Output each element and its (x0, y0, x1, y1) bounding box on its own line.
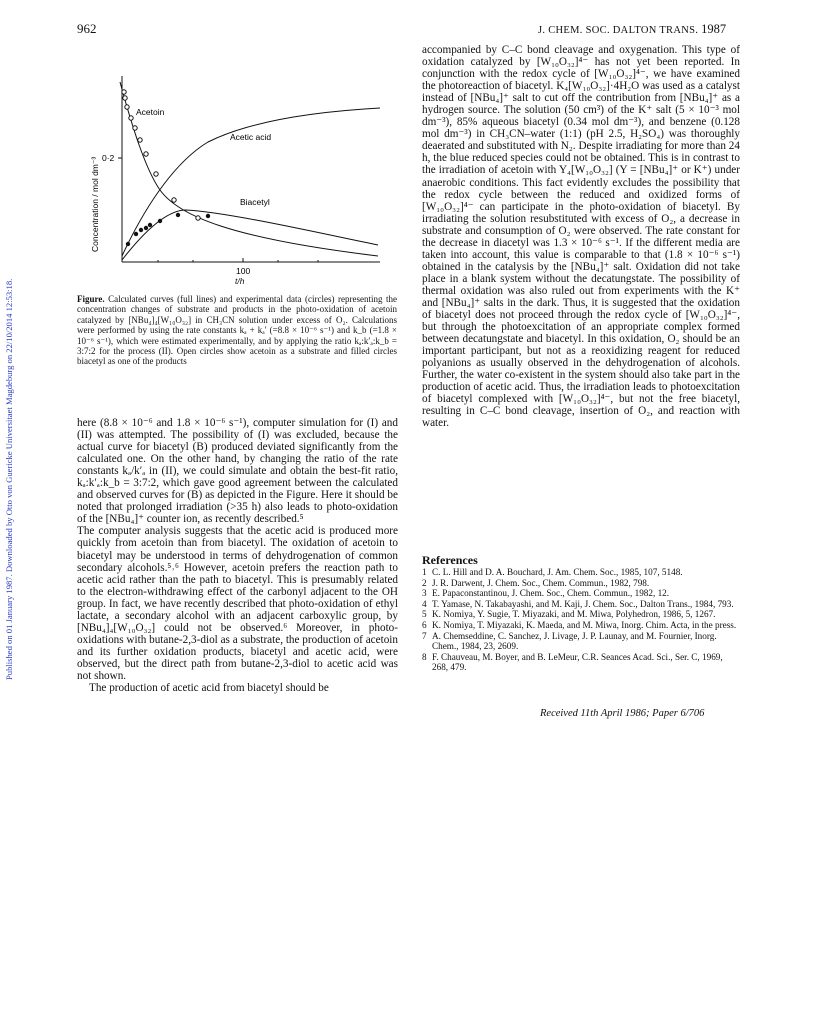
journal-name: J. CHEM. SOC. DALTON TRANS. (538, 25, 699, 36)
right-paragraph-1: accompanied by C–C bond cleavage and oxygenation. This type of oxidation catalyzed by [W₁₀O₃₂]⁴⁻ has not yet been reported. In conjunction with the redox cycle of [W₁₀O₃₂]⁴⁻, we have examined the photoreaction of biacetyl. K₄[W₁₀O₃₂]·4H₂O was used as a catalyst instead of [NBu₄]⁺ salt to cut off the contribution from [NBu₄]⁺ as a hydrogen source. The solution (50 cm³) of the K⁺ salt (5 × 10⁻³ mol dm⁻³), 85% aqueous biacetyl (0.34 mol dm⁻³), and benzene (0.128 mol dm⁻³) in CH₃CN–water (1:1) (pH 2.5, H₂SO₄) was thoroughly deaerated and substituted with N₂. Despite irradiating for more than 24 h, the blue reduced species could not be obtained. This is in contrast to the irradiation of acetoin with Y₄[W₁₀O₃₂] (Y = [NBu₄]⁺ or K⁺) under anaerobic conditions. This fact evidently excludes the possibility that the redox cycle between the reduced and oxidized forms of [W₁₀O₃₂]⁴⁻ can participate in the photo-oxidation of biacetyl. By irradiating the solution resubstituted with excess of O₂, a decrease in substrate and consumption of O₂ were observed. The rate constant for the decrease in diacetyl was 1.3 × 10⁻⁶ s⁻¹. If the different media are taken into account, this value is comparable to that (1.8 × 10⁻⁶ s⁻¹) obtained in the catalysis by the [NBu₄]⁺ salt. Oxidation did not take place in a blank system without the decatungstate. The possibility of thermal oxidation was also ruled out from experiments with the K⁺ and [NBu₄]⁺ salts in the dark. Thus, it is suggested that the oxidation of biacetyl does not proceed through the redox cycle of [W₁₀O₃₂]⁴⁻, but through the photoexcitation of an appropriate complex formed between decatungstate and biacetyl. In this oxidation, O₂ should be an important participant, but not as a reoxidizing reagent for reduced polyanions as usually observed in the dehydrogenation of alcohols. Further, the water co-existent in the system should also take part in the production of acetic acid. Thus, the irradiation leads to photoexcitation of biacetyl complexed with [W₁₀O₃₂]⁴⁻, but not the free biacetyl, resulting in C–C bond cleavage, insertion of O₂, and reaction with water. (422, 44, 740, 430)
biacetyl-curve (122, 210, 378, 260)
references-heading: References (422, 553, 478, 567)
reference-item: 4 T. Yamase, N. Takabayashi, and M. Kaji, J. Chem. Soc., Dalton Trans., 1984, 793. (422, 598, 734, 609)
y-axis-label: Concentration / mol dm⁻³ (90, 156, 100, 252)
left-paragraph-3: The production of acetic acid from biacetyl should be (89, 682, 329, 695)
x-axis-label: t/h (235, 276, 245, 286)
references-list (422, 567, 740, 673)
acetoin-label: Acetoin (136, 107, 165, 117)
journal-header (538, 22, 726, 37)
caption-label: Figure. (77, 294, 105, 304)
y-tick-label: 0·2 (102, 153, 115, 163)
acetic-acid-curve (122, 108, 380, 256)
reference-item: 2 J. R. Darwent, J. Chem. Soc., Chem. Commun., 1982, 798. (422, 577, 650, 588)
reference-item: 5 K. Nomiya, Y. Sugie, T. Miyazaki, and M. Miwa, Polyhedron, 1986, 5, 1267. (422, 609, 716, 620)
reference-item: 7 A. Chemseddine, C. Sanchez, J. Livage, J. P. Launay, and M. Fournier, Inorg. Chem., 1984, 23, 2609. (422, 630, 717, 652)
acetic-acid-label: Acetic acid (230, 132, 272, 142)
left-paragraph-1: here (8.8 × 10⁻⁶ and 1.8 × 10⁻⁶ s⁻¹), computer simulation for (I) and (II) was attempted. The possibility of (I) was excluded, because the actual curve for biacetyl (B) produced deviated significantly from the calculated one. On the other hand, by changing the ratio of the rate constants kₐ/k′ₐ in (II), we could simulate and obtain the best-fit ratio, kₐ:k′ₐ:k_b = 3:7:2, which gave good agreement between the calculated and observed curves for (B) as depicted in the Figure. Here it should be noted that prolonged irradiation (>35 h) also leads to photo-oxidation of the [NBu₄]⁺ counter ion, as recently described.⁵ (77, 417, 398, 526)
reference-item: 1 C. L. Hill and D. A. Bouchard, J. Am. Chem. Soc., 1985, 107, 5148. (422, 567, 683, 577)
x-tick-label: 100 (236, 266, 251, 276)
left-paragraph-2: The computer analysis suggests that the acetic acid is produced more quickly from acetoin than from biacetyl. The oxidation of acetoin to biacetyl may be understood in terms of dehydrogenation of common secondary alcohols.⁵˒⁶ However, acetoin prefers the reaction path to acetic acid rather than the path to biacetyl. This is presumably related to the electron-withdrawing effect of the carbonyl adjacent to the OH group. In fact, we have recently described that photo-oxidation of ethyl lactate, a secondary alcohol with an adjacent carboxylic group, by [NBu₄]₄[W₁₀O₃₂] could not be observed.⁶ Moreover, in photo-oxidations with butane-2,3-diol as a substrate, the production of acetoin and its further oxidation products, biacetyl and acetic acid, were observed, but the direct path from butane-2,3-diol to acetic acid was not shown. (77, 525, 398, 682)
received-date: Received 11th April 1986; Paper 6/706 (540, 708, 705, 719)
download-watermark: Published on 01 January 1987. Downloaded by Otto von Guericke Universitaet Magdeburg on 22/10/2014 12:53:18. (4, 278, 14, 680)
reference-item: 8 F. Chauveau, M. Boyer, and B. LeMeur, C.R. Seances Acad. Sci., Ser. C, 1969, 268, 479. (422, 651, 723, 673)
reference-item: 6 K. Nomiya, T. Miyazaki, K. Maeda, and M. Miwa, Inorg. Chim. Acta, in the press. (422, 619, 737, 630)
figure-chart (78, 70, 408, 276)
figure-caption (77, 294, 397, 367)
biacetyl-label: Biacetyl (240, 197, 270, 207)
journal-year: 1987 (701, 22, 727, 36)
reference-item: 3 E. Papaconstantinou, J. Chem. Soc., Chem. Commun., 1982, 12. (422, 588, 670, 599)
left-column (77, 417, 398, 694)
right-column (422, 44, 740, 430)
caption-text: Calculated curves (full lines) and experimental data (circles) representing the concentration changes of substrate and products in the photo-oxidation of acetoin catalyzed by [NBu₄]₄[W₁₀O₃₂] in CH₃CN solution under excess of O₂. Calculations were performed by using the rate constants kₐ + kₐ′ (=8.8 × 10⁻⁶ s⁻¹) and k_b (=1.8 × 10⁻⁶ s⁻¹), which were estimated experimentally, and by applying the ratio kₐ:k′ₐ:k_b = 3:7:2 for the process (II). Open circles show acetoin as a substrate and filled circles biacetyl as one of the products (77, 294, 398, 367)
page-number: 962 (77, 21, 97, 36)
